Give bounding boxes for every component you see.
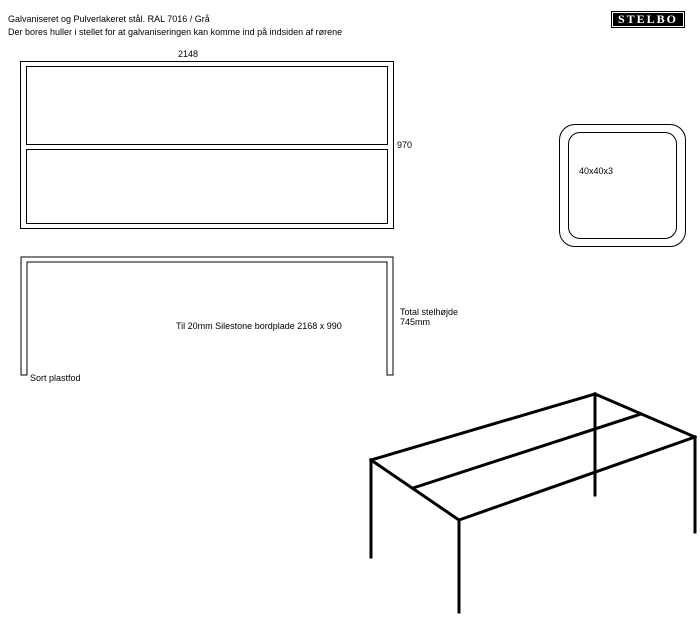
- frame-3d-top-left: [371, 394, 595, 460]
- frame-3d-top-back: [595, 394, 695, 437]
- profile-dimension-label: 40x40x3: [579, 166, 614, 176]
- frame-3d-cross-bar: [413, 414, 641, 488]
- frame-3d-sketch: [371, 394, 695, 612]
- tabletop-note: Til 20mm Silestone bordplade 2168 x 990: [176, 321, 342, 331]
- frame-3d-top-front: [371, 460, 459, 520]
- depth-dimension-label: 970: [397, 140, 413, 150]
- header-note-material: Galvaniseret og Pulverlakeret stål. RAL 7016 / Grå: [8, 14, 210, 24]
- height-label-value: 745mm: [400, 317, 431, 327]
- front-view-frame: [21, 257, 393, 375]
- frame-3d-top-right: [459, 437, 695, 520]
- stelbo-logo-text: STELBO: [612, 12, 684, 27]
- height-label-title: Total stelhøjde: [400, 307, 459, 317]
- width-dimension-label: 2148: [178, 49, 199, 59]
- foot-note: Sort plastfod: [30, 373, 81, 383]
- header-note-drilling: Der bores huller i stellet for at galvaniseringen kan komme ind på indsiden af rørene: [8, 27, 343, 37]
